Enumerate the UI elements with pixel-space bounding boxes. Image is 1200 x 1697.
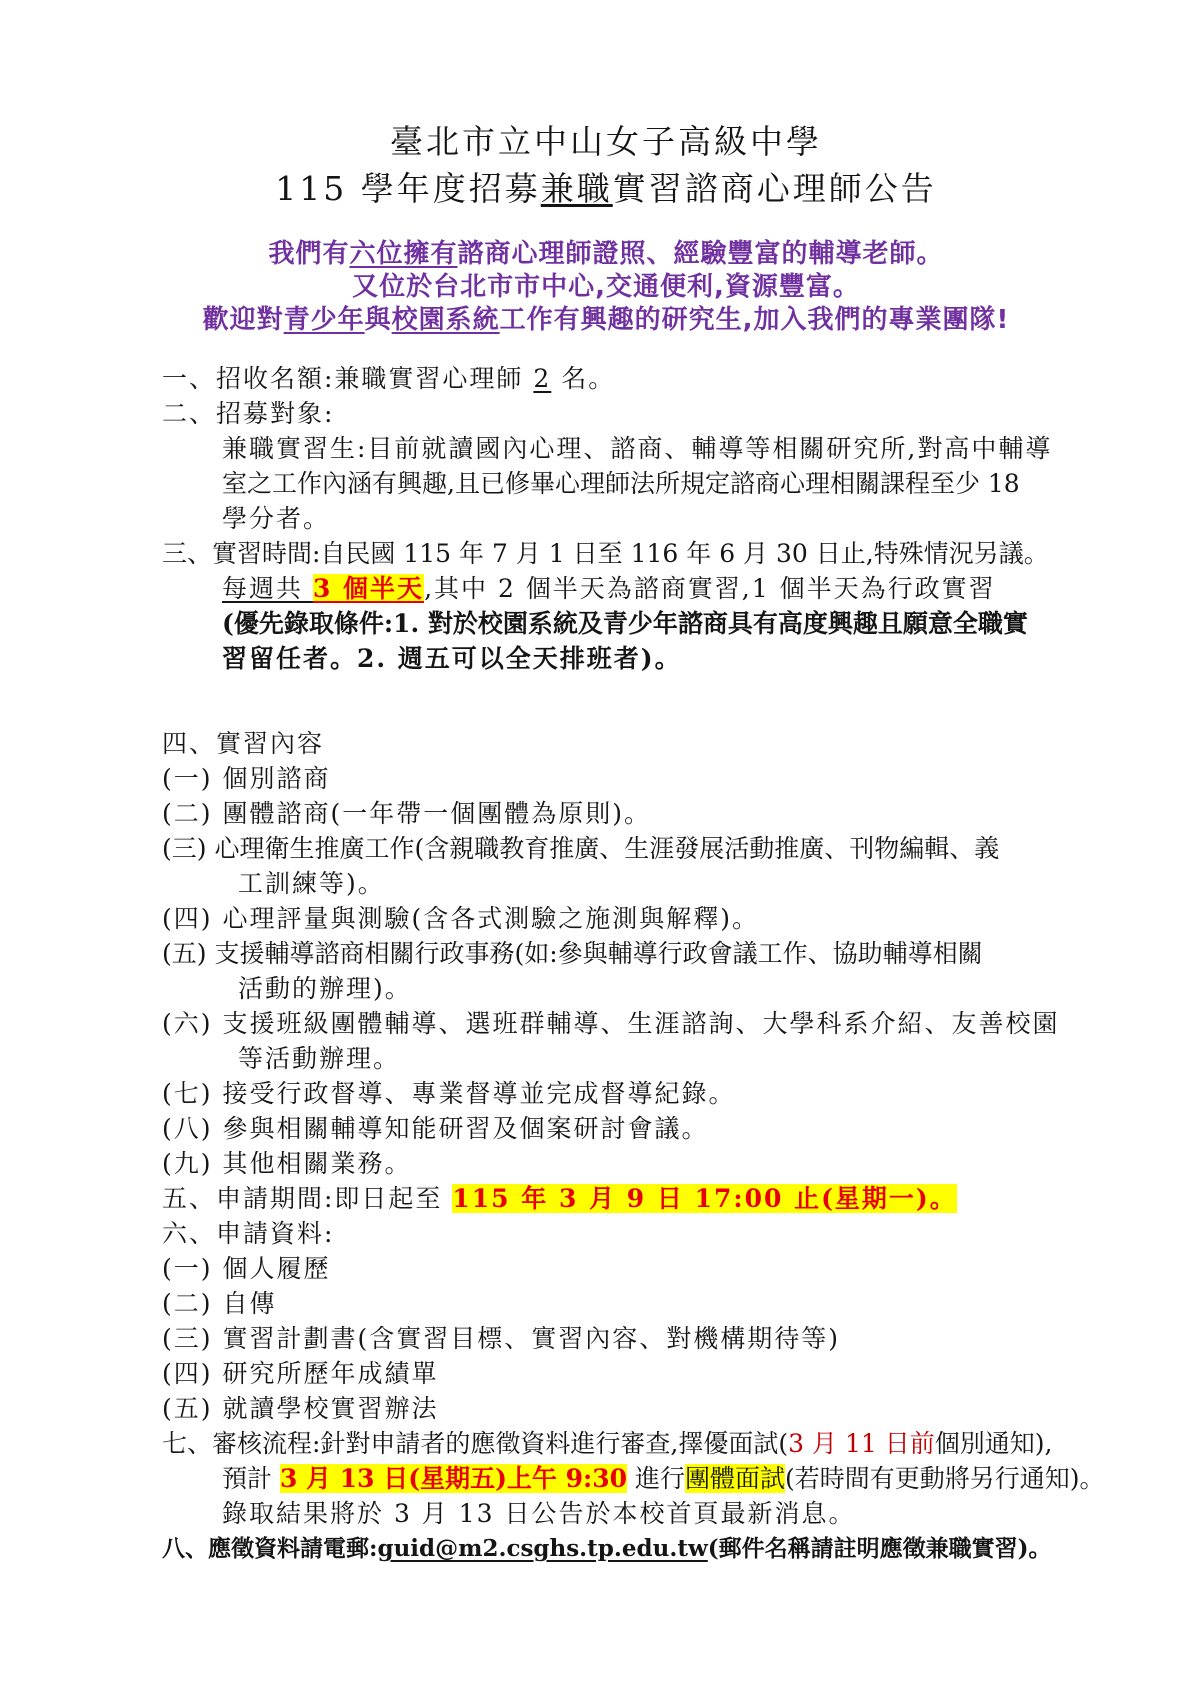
section-2-line-1 <box>162 431 1053 466</box>
content-item-5 <box>162 936 1050 971</box>
section-2-target <box>162 396 1050 431</box>
text-run: 五、申請期間:即日起至 <box>162 1184 453 1213</box>
section-7-review <box>162 1426 1053 1461</box>
text-run: 3 月 11 日前 <box>788 1429 935 1458</box>
text-run: 又位於台北市市中心,交通便利,資源豐富。 <box>352 272 860 302</box>
section-4-content <box>162 726 1050 761</box>
text-run: 歡迎對 <box>202 305 284 335</box>
section-3-line-3 <box>162 606 1050 641</box>
intro-block <box>162 238 1050 337</box>
materials-item-3 <box>162 1321 1050 1356</box>
content-item-1 <box>162 761 1050 796</box>
doc-subtitle <box>162 165 1050 212</box>
text-run: 進行 <box>627 1464 685 1493</box>
text-run: 六、申請資料: <box>162 1219 335 1248</box>
text-run: 錄取結果將於 3 月 13 日公告於本校首頁最新消息。 <box>222 1499 856 1528</box>
materials-item-5 <box>162 1391 1050 1426</box>
text-run: 工作有興趣的研究生,加入我們的專業團隊! <box>499 305 1010 335</box>
intro-line-1 <box>162 238 1050 271</box>
text-run: 115 學年度招募 <box>275 169 541 208</box>
text-run: 個別通知), <box>934 1429 1053 1458</box>
content-item-9 <box>162 1146 1050 1181</box>
section-2-line-2 <box>162 466 1050 501</box>
materials-item-2 <box>162 1286 1050 1321</box>
text-run: (三) 實習計劃書(含實習目標、實習內容、對機構期待等) <box>162 1324 840 1353</box>
text-run: (一) 個別諮商 <box>162 764 331 793</box>
section-7-line-2 <box>162 1461 1105 1496</box>
content-item-8 <box>162 1111 1050 1146</box>
text-run: 四、實習內容 <box>162 729 325 758</box>
text-run: (若時間有更動將另行通知)。 <box>785 1464 1105 1493</box>
text-run: (八) 參與相關輔導知能研習及個案研討會議。 <box>162 1114 709 1143</box>
text-run: 每週共 <box>222 574 313 603</box>
section-5-deadline <box>162 1181 1050 1216</box>
text-run: (郵件名稱請註明應徵兼職實習)。 <box>707 1535 1052 1562</box>
text-run: (九) 其他相關業務。 <box>162 1149 412 1178</box>
text-run: 我們有 <box>268 239 350 269</box>
text-run: (五) 就讀學校實習辦法 <box>162 1394 439 1423</box>
text-run: 三、實習時間:自民國 115 年 7 月 1 日至 116 年 6 月 30 日止,特殊情況另議。 <box>162 539 1049 568</box>
content-item-7 <box>162 1076 1050 1111</box>
section-3-line-4 <box>162 641 1050 676</box>
section-6-materials <box>162 1216 1050 1251</box>
text-run: 二、招募對象: <box>162 399 335 428</box>
content-item-4 <box>162 901 1050 936</box>
text-run: 六位擁有 <box>349 239 458 269</box>
text-run: 兼職實習生:目前就讀國內心理、諮商、輔導等相關研究所,對高中輔導 <box>222 434 1053 463</box>
materials-item-4 <box>162 1356 1050 1391</box>
text-run: 校園系統 <box>391 305 500 335</box>
text-run: 習留任者。2. 週五可以全天排班者)。 <box>222 644 682 673</box>
content-item-2 <box>162 796 1050 831</box>
section-8-email <box>162 1531 1050 1567</box>
text-run: (優先錄取條件:1. 對於校園系統及青少年諮商具有高度興趣且願意全職實 <box>222 609 1028 638</box>
text-run: (四) 研究所歷年成績單 <box>162 1359 439 1388</box>
text-run: ,其中 2 個半天為諮商實習,1 個半天為行政實習 <box>424 574 996 603</box>
section-3-line-2 <box>162 571 1050 606</box>
doc-title <box>162 118 1050 165</box>
text-run: 工訓練等)。 <box>238 869 385 898</box>
text-run: (四) 心理評量與測驗(含各式測驗之施測與解釋)。 <box>162 904 759 933</box>
content-item-6 <box>162 1006 1060 1041</box>
content-item-6b <box>162 1041 1050 1076</box>
text-run: 3 月 13 日(星期五)上午 9:30 <box>279 1464 628 1493</box>
text-run: 兼職 <box>540 169 613 208</box>
text-run: 3 個半天 <box>312 574 425 603</box>
text-run: 八、應徵資料請電郵: <box>162 1535 378 1562</box>
text-run: 學分者。 <box>222 504 331 533</box>
text-run: (五) 支援輔導諮商相關行政事務(如:參與輔導行政會議工作、協助輔導相關 <box>162 939 983 968</box>
section-1-quota <box>162 361 1050 396</box>
section-2-line-3 <box>162 501 1050 536</box>
text-run: 室之工作內涵有興趣,且已修畢心理師法所規定諮商心理相關課程至少 18 <box>222 469 1020 498</box>
intro-line-2 <box>162 271 1050 304</box>
text-run: 預計 <box>222 1464 280 1493</box>
section-3-period <box>162 536 1050 571</box>
content-item-3 <box>162 831 1050 866</box>
text-run: (三) 心理衛生推廣工作(含親職教育推廣、生涯發展活動推廣、刊物編輯、義 <box>162 834 1000 863</box>
section-7-line-3 <box>162 1496 1050 1531</box>
text-run: (七) 接受行政督導、專業督導並完成督導紀錄。 <box>162 1079 736 1108</box>
text-run: 七、審核流程:針對申請者的應徵資料進行審查,擇優面試( <box>162 1429 789 1458</box>
text-run: 青少年 <box>283 305 365 335</box>
text-run: 等活動辦理。 <box>238 1044 401 1073</box>
content-item-3b <box>162 866 1050 901</box>
text-run: (二) 自傳 <box>162 1289 277 1318</box>
content-item-5b <box>162 971 1050 1006</box>
text-run: 2 <box>533 364 552 393</box>
text-run: (二) 團體諮商(一年帶一個團體為原則)。 <box>162 799 651 828</box>
email-link[interactable]: guid@m2.csghs.tp.edu.tw <box>377 1535 708 1562</box>
text-run: (六) 支援班級團體輔導、選班群輔導、生涯諮詢、大學科系介紹、友善校園 <box>162 1009 1060 1038</box>
text-run: 活動的辦理)。 <box>238 974 412 1003</box>
text-run: 115 年 3 月 9 日 17:00 止(星期一)。 <box>452 1184 957 1213</box>
text-run: 與 <box>364 305 392 335</box>
text-run: 臺北市立中山女子高級中學 <box>390 122 822 161</box>
intro-line-3 <box>162 304 1050 337</box>
text-run: 名。 <box>551 364 616 393</box>
text-run: (一) 個人履歷 <box>162 1254 331 1283</box>
text-run: 諮商心理師證照、經驗豐富的輔導老師。 <box>457 239 944 269</box>
materials-item-1 <box>162 1251 1050 1286</box>
text-run: 實習諮商心理師公告 <box>612 169 937 208</box>
text-run: 團體面試 <box>684 1464 785 1493</box>
text-run: 一、招收名額:兼職實習心理師 <box>162 364 534 393</box>
